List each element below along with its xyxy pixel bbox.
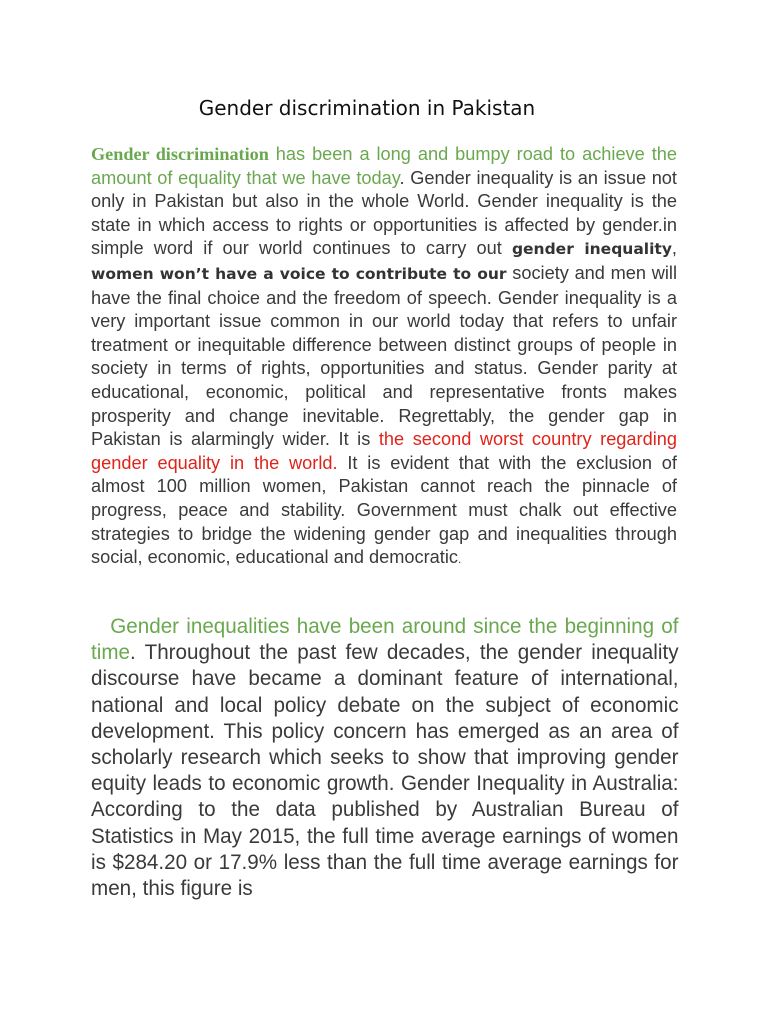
lead-phrase: has been a long and bumpy road to achieve the amount of equality that we have today [91,144,677,188]
page-title: Gender discrimination in Pakistan [198,96,536,120]
paragraph-2-lead: Gender inequalities have been around since the beginning of time [91,614,679,665]
emphasis-separator: , [671,238,677,259]
paragraph-2-body: . Throughout the past few decades, the gender inequality discourse have became a dominant feature of international, national and local policy debate on the subject of economic development. This policy concern has emerged as an area of scholarly research which seeks to show that improving gender equity leads to economic growth. Gender Inequality in Australia: According to the data published by Australian Bureau of Statistics in May 2015, the full time average earnings of women is $284.20 or 17.9% less than the full time average earnings for men, this figure is [91,640,679,901]
paragraph-2 [91,613,679,901]
end-period: . [457,552,462,567]
paragraph-1 [91,143,677,572]
emphasis-gender-inequality: gender inequality [511,240,672,259]
highlight-worst-country: the second worst country regarding gender equality in the world. [91,429,677,473]
body-text-b: society and men will have the final choice and the freedom of speech. Gender inequality is a very important issue common in our world today that refers to unfair treatment or inequitable difference between distinct groups of people in society in terms of rights, opportunities and status. Gender parity at educational, economic, political and representative fronts makes prosperity and change inevitable. Regrettably, the gender gap in Pakistan is alarmingly wider. It is [91,262,677,450]
body-text-a: . Gender inequality is an issue not only in Pakistan but also in the whole World. Gender inequality is the state in which access to rights or opportunities is affected by gender.in simple word if our world continues to carry out [91,167,677,259]
emphasis-women-voice: women won’t have a voice to contribute to our [91,264,507,283]
lead-term: Gender discrimination [91,144,269,164]
body-text-c: It is evident that with the exclusion of almost 100 million women, Pakistan cannot reach the pinnacle of progress, peace and stability. Government must chalk out effective strategies to bridge the widening gender gap and inequalities through social, economic, educational and democratic [91,452,677,568]
